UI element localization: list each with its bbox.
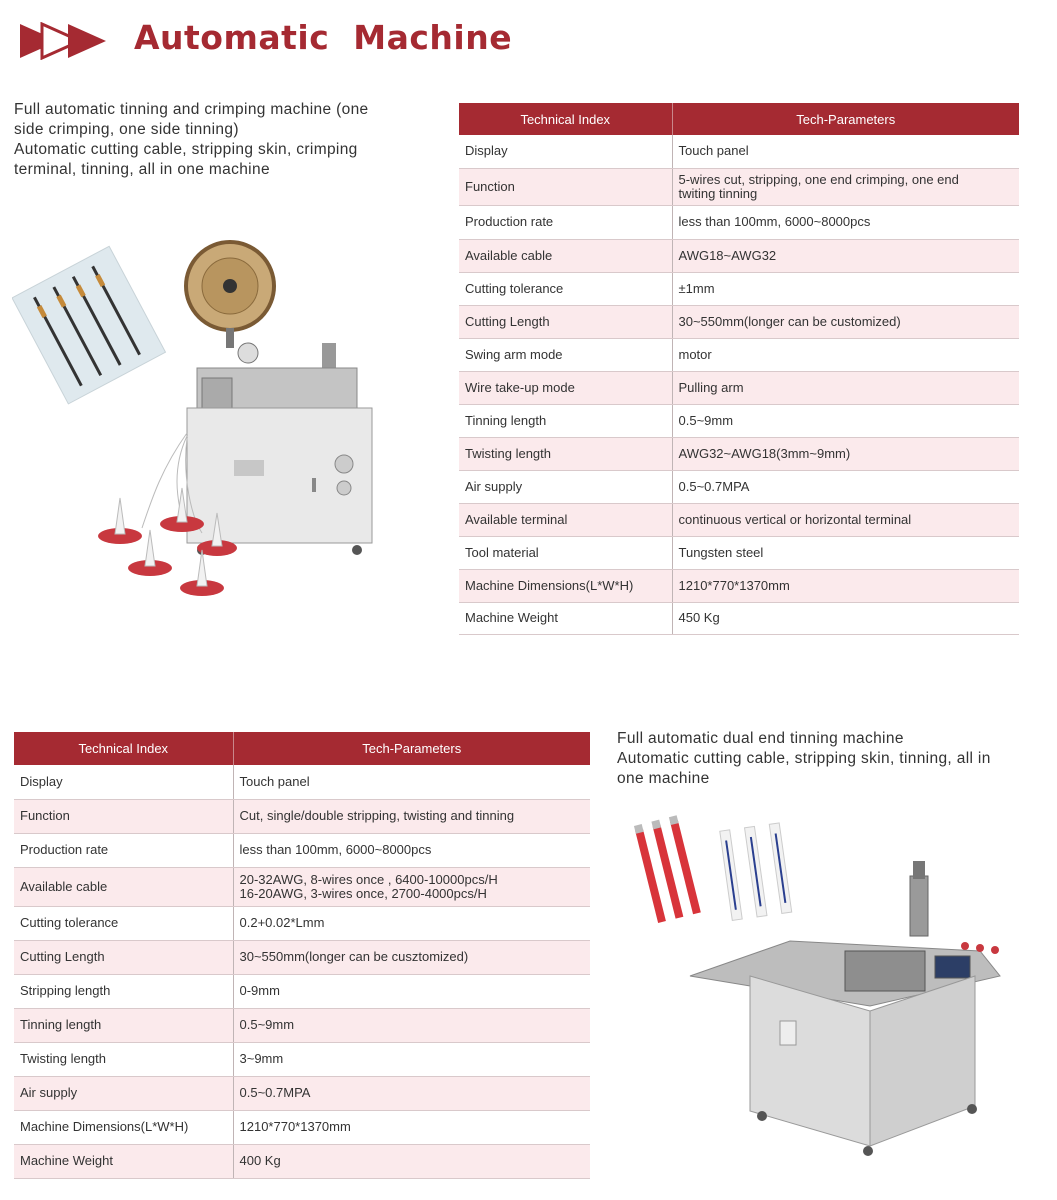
row-key: Machine Dimensions(L*W*H) xyxy=(14,1110,233,1144)
table-row xyxy=(459,503,1019,536)
table-row xyxy=(459,135,1019,168)
row-key: Display xyxy=(459,135,672,168)
table-row xyxy=(14,833,590,867)
row-value: 0-9mm xyxy=(233,974,590,1008)
row-key: Machine Weight xyxy=(459,602,672,634)
table-row xyxy=(14,974,590,1008)
table-row xyxy=(14,1008,590,1042)
row-key: Tool material xyxy=(459,536,672,569)
row-value: 0.5~0.7MPA xyxy=(233,1076,590,1110)
row-key: Available terminal xyxy=(459,503,672,536)
row-key: Air supply xyxy=(14,1076,233,1110)
row-value: 0.2+0.02*Lmm xyxy=(233,906,590,940)
table-row xyxy=(459,168,1019,205)
row-value: less than 100mm, 6000~8000pcs xyxy=(672,205,1019,239)
row-value: AWG18~AWG32 xyxy=(672,239,1019,272)
table-row xyxy=(14,1076,590,1110)
row-value: less than 100mm, 6000~8000pcs xyxy=(233,833,590,867)
row-key: Production rate xyxy=(459,205,672,239)
table-row xyxy=(459,239,1019,272)
row-value: ±1mm xyxy=(672,272,1019,305)
table-row xyxy=(14,765,590,799)
table-row xyxy=(459,338,1019,371)
table-row xyxy=(459,371,1019,404)
row-value: Pulling arm xyxy=(672,371,1019,404)
double-arrow-icon xyxy=(18,22,110,60)
intro-line: terminal, tinning, all in one machine xyxy=(14,161,270,178)
page-header xyxy=(18,16,618,64)
column-header: Technical Index xyxy=(459,103,672,135)
table-row xyxy=(14,1110,590,1144)
row-key: Available cable xyxy=(459,239,672,272)
row-key: Function xyxy=(459,168,672,205)
intro-line: Automatic cutting cable, stripping skin, crimping xyxy=(14,141,358,158)
row-value xyxy=(672,168,1019,205)
row-key: Cutting tolerance xyxy=(14,906,233,940)
row-key: Twisting length xyxy=(459,437,672,470)
table-row xyxy=(14,1144,590,1178)
intro-line: Automatic cutting cable, stripping skin, tinning, all in xyxy=(617,750,991,767)
table-row xyxy=(459,437,1019,470)
table-row xyxy=(459,305,1019,338)
table-header-row xyxy=(14,732,590,765)
machine2-intro xyxy=(617,729,1037,789)
row-key: Cutting Length xyxy=(459,305,672,338)
table-row xyxy=(459,404,1019,437)
row-value: 400 Kg xyxy=(233,1144,590,1178)
intro-line: side crimping, one side tinning) xyxy=(14,121,239,138)
table-row xyxy=(14,1042,590,1076)
row-value: 1210*770*1370mm xyxy=(672,569,1019,602)
row-value: Tungsten steel xyxy=(672,536,1019,569)
row-key: Swing arm mode xyxy=(459,338,672,371)
row-key: Stripping length xyxy=(14,974,233,1008)
row-key: Function xyxy=(14,799,233,833)
page-title: Automatic Machine xyxy=(134,18,513,57)
row-value: 30~550mm(longer can be customized) xyxy=(672,305,1019,338)
row-key: Tinning length xyxy=(14,1008,233,1042)
row-value-line: 5-wires cut, stripping, one end crimping, one end xyxy=(678,171,959,187)
row-value: 450 Kg xyxy=(672,602,1019,634)
row-value: 30~550mm(longer can be cusztomized) xyxy=(233,940,590,974)
row-value-line: 20-32AWG, 8-wires once , 6400-10000pcs/H xyxy=(239,871,498,887)
row-value: motor xyxy=(672,338,1019,371)
table-header-row xyxy=(459,103,1019,135)
row-value xyxy=(233,867,590,906)
row-key: Wire take-up mode xyxy=(459,371,672,404)
spec-table-1 xyxy=(459,103,1019,635)
row-value: Cut, single/double stripping, twisting and tinning xyxy=(233,799,590,833)
row-key: Display xyxy=(14,765,233,799)
row-value: 0.5~0.7MPA xyxy=(672,470,1019,503)
intro-line: Full automatic tinning and crimping machine (one xyxy=(14,101,369,118)
column-header: Tech-Parameters xyxy=(233,732,590,765)
table-row xyxy=(459,205,1019,239)
table-row xyxy=(459,272,1019,305)
row-key: Machine Dimensions(L*W*H) xyxy=(459,569,672,602)
dual-end-tinning-machine-image xyxy=(620,806,1040,1194)
intro-line: Full automatic dual end tinning machine xyxy=(617,730,904,747)
row-key: Available cable xyxy=(14,867,233,906)
column-header: Technical Index xyxy=(14,732,233,765)
row-value-line: 16-20AWG, 3-wires once, 2700-4000pcs/H xyxy=(239,885,487,901)
row-value: 0.5~9mm xyxy=(672,404,1019,437)
row-value: 0.5~9mm xyxy=(233,1008,590,1042)
table-row xyxy=(14,906,590,940)
row-key: Machine Weight xyxy=(14,1144,233,1178)
table-row xyxy=(14,799,590,833)
spec-table-2 xyxy=(14,732,590,1179)
row-key: Cutting tolerance xyxy=(459,272,672,305)
table-row xyxy=(459,536,1019,569)
row-value: 3~9mm xyxy=(233,1042,590,1076)
row-key: Cutting Length xyxy=(14,940,233,974)
row-value: Touch panel xyxy=(672,135,1019,168)
row-key: Air supply xyxy=(459,470,672,503)
row-key: Twisting length xyxy=(14,1042,233,1076)
table-row xyxy=(459,470,1019,503)
table-row xyxy=(14,867,590,906)
table-row xyxy=(459,569,1019,602)
row-value: continuous vertical or horizontal terminal xyxy=(672,503,1019,536)
machine1-intro xyxy=(14,100,404,180)
row-value: 1210*770*1370mm xyxy=(233,1110,590,1144)
row-value: AWG32~AWG18(3mm~9mm) xyxy=(672,437,1019,470)
row-value-line: twiting tinning xyxy=(678,185,758,201)
tinning-crimping-machine-image xyxy=(12,228,402,620)
table-row xyxy=(459,602,1019,634)
intro-line: one machine xyxy=(617,770,710,787)
column-header: Tech-Parameters xyxy=(672,103,1019,135)
row-key: Production rate xyxy=(14,833,233,867)
spool xyxy=(98,498,142,544)
table-row xyxy=(14,940,590,974)
row-key: Tinning length xyxy=(459,404,672,437)
row-value: Touch panel xyxy=(233,765,590,799)
